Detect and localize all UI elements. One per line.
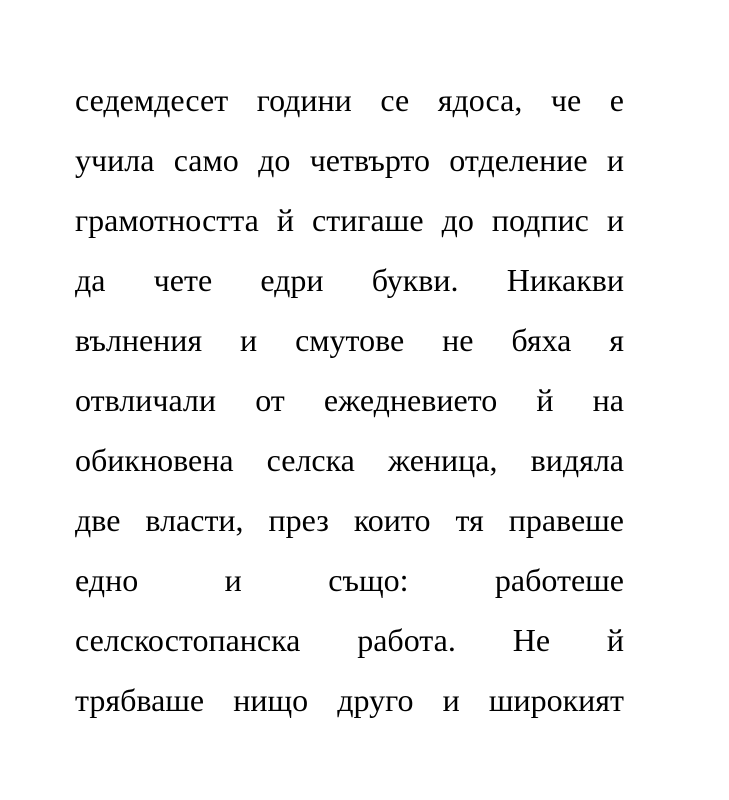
text-line: трябваше нищо друго и широкият <box>75 682 624 718</box>
text-line: отвличали от ежедневието й на <box>75 382 624 418</box>
text-line: две власти, през които тя правеше <box>75 502 624 538</box>
text-line: учила само до четвърто отделение и <box>75 142 624 178</box>
text-line: вълнения и смутове не бяха я <box>75 322 624 358</box>
text-line: едно и също: работеше <box>75 562 624 598</box>
text-line: селскостопанска работа. Не й <box>75 622 624 658</box>
text-line: седемдесет години се ядоса, че е <box>75 82 624 118</box>
body-text <box>75 70 624 730</box>
text-line: обикновена селска женица, видяла <box>75 442 624 478</box>
text-line: да чете едри букви. Никакви <box>75 262 624 298</box>
text-line: грамотността й стигаше до подпис и <box>75 202 624 238</box>
